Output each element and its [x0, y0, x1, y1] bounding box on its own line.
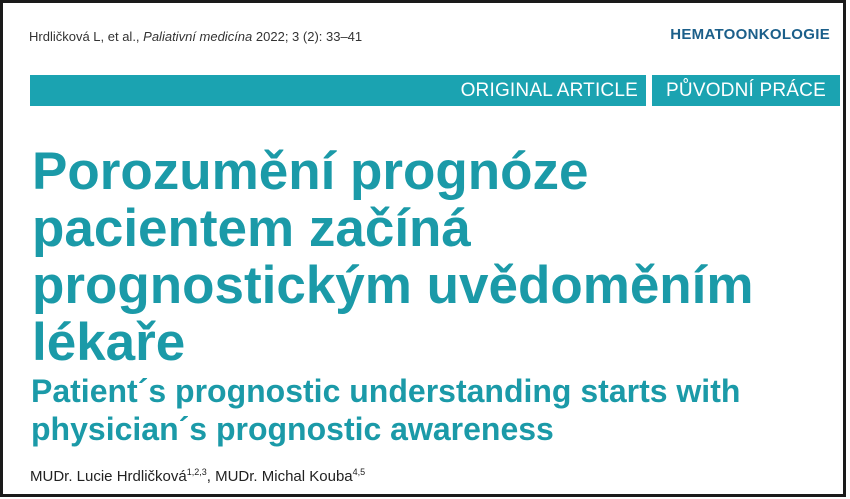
citation-journal: Paliativní medicína — [143, 29, 253, 44]
original-article-label: ORIGINAL ARTICLE — [30, 75, 646, 106]
author-affiliation: 4,5 — [352, 467, 366, 477]
author-name: MUDr. Michal Kouba — [215, 468, 353, 485]
article-subtitle: Patient´s prognostic understanding starts with physician´s prognostic awareness — [31, 373, 741, 447]
citation-volume: 2022; 3 (2): 33–41 — [252, 29, 363, 44]
author-name: MUDr. Lucie Hrdličková — [30, 468, 187, 485]
article-type-banner — [30, 75, 840, 106]
citation-authors: Hrdličková L, et al., — [29, 29, 144, 44]
author-separator: , — [206, 468, 216, 485]
author-affiliation: 1,2,3 — [186, 467, 207, 477]
author-line — [30, 468, 365, 485]
section-label: HEMATOONKOLOGIE — [670, 26, 830, 43]
puvodni-prace-label: PŮVODNÍ PRÁCE — [652, 75, 840, 106]
citation-line — [29, 29, 362, 44]
article-title: Porozumění prognóze pacientem začíná prognostickým uvědoměním lékaře — [32, 142, 754, 372]
